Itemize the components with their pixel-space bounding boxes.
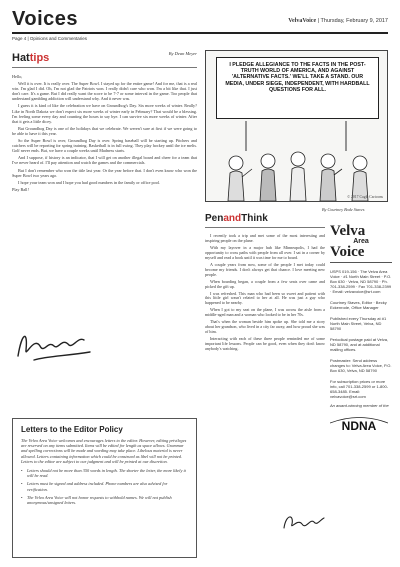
sidebar-title bbox=[330, 224, 392, 259]
paragraph: I was refreshed. This man who had been so sweet and patient with this little girl wasn't related to her at all. He was just a guy who happened to be nearby. bbox=[205, 290, 325, 306]
ndna-logo bbox=[330, 414, 388, 432]
cartoon-credit: © 2017 Cagle Cartoons bbox=[347, 195, 383, 199]
letters-policy-box bbox=[12, 418, 197, 558]
penandthink-body bbox=[205, 234, 325, 352]
sidebar-title-line: Voice bbox=[330, 244, 365, 260]
issue-date: | Thursday, February 9, 2017 bbox=[317, 18, 388, 24]
letters-policy-intro: The Velva Area Voice welcomes and encourages letters to the editor. However, editing privileges are reserved on any items submitted. Items will be edited for length as space allows. Grammar and spelling corrections will be made and wording may take place. Libelous material is never allowed. Letters containing information which could be construed as libel will not be printed. Letters to the editor are subject to our judgment and will be printed at our discretion. bbox=[21, 438, 187, 464]
penandthink-header bbox=[205, 208, 325, 226]
paragraph: And I suppose, if history is an indicator, that I will get on another illegal board and cheer for a team that I've never heard of. I'll pay attention and watch the games and the commercials. bbox=[12, 155, 197, 166]
penandthink-byline: By Courtney Bode Staves bbox=[322, 207, 365, 212]
sidebar-rule bbox=[330, 262, 392, 263]
hatitips-title bbox=[12, 52, 49, 64]
hatitips-rule bbox=[12, 67, 197, 68]
masthead bbox=[12, 8, 388, 46]
author-signature bbox=[280, 510, 326, 534]
hatitips-body bbox=[12, 74, 197, 192]
sidebar-award: An award-winning member of the bbox=[330, 403, 389, 408]
sidebar-address: USPS 019-156 · The Velva Area Voice · #1 North Main Street · P.O. Box 630 · Velva, ND 58790 · Ph. 701-338-2599 · Fax 701-338-2399 · Email: velvavoice@srt.com bbox=[330, 269, 392, 294]
hatitips-byline: By Dean Meyer bbox=[168, 51, 197, 56]
cartoon-sign-text: I PLEDGE ALLEGIANCE TO THE FACTS IN THE POST-TRUTH WORLD OF AMERICA, AND AGAINST 'ALTERNATIVE FACTS.' WE'LL TAKE A STAND. OUR MEDIA, UNDER SIEGE, INDEPENDENT, WITH HARDBALL QUESTIONS FOR ALL. bbox=[225, 62, 370, 93]
policy-rule: • Letters must be signed and address included. Phone numbers are also advised for verification. bbox=[21, 481, 188, 491]
cartoon-illustration bbox=[206, 121, 388, 202]
editorial-cartoon bbox=[205, 50, 388, 202]
pen-title-b: and bbox=[223, 213, 242, 224]
pen-title-c: Think bbox=[241, 213, 268, 224]
pen-title-a: Pen bbox=[205, 213, 224, 224]
letters-policy-title: Letters to the Editor Policy bbox=[21, 425, 123, 434]
paragraph: I recently took a trip and met some of the most interesting and inspiring people on the plane. bbox=[205, 233, 325, 243]
paragraph: Hello, bbox=[12, 74, 23, 79]
masthead-sidebar bbox=[330, 224, 392, 437]
sidebar-postmaster: Postmaster: Send address changes to: Velva Area Voice, P.O. Box 630, Velva, ND 58790 bbox=[330, 358, 392, 373]
paragraph: But Groundhog Day is one of the holidays that we celebrate. We weren't sure at first if we were going to be able to have it this year. bbox=[12, 125, 197, 136]
hatitips-column bbox=[12, 48, 197, 194]
hatitips-title-b: tips bbox=[29, 52, 50, 64]
sidebar-title-line: Velva bbox=[330, 223, 366, 239]
sidebar-published: Published every Thursday at #1 North Main Street, Velva, ND 58790 bbox=[330, 316, 387, 331]
paragraph: That's when the woman beside him spoke up. She told me a story about her grandson, who lived in a city far away, and how proud she was of him. bbox=[205, 319, 325, 335]
page-label: Page 4 | Opinions and Commentaries bbox=[12, 36, 87, 41]
paragraph: I guess it is kind of like the celebration we have on Groundhog's Day. Six more weeks of winter. Really? Like in North Dakota we don't expect six more weeks of winter early in February? That would be a blessing. I'm feeling some every day and counting the hours to say bye. I can survive six more weeks of winter. After that it gets a little dicey. bbox=[12, 103, 197, 124]
penandthink-title bbox=[205, 213, 268, 224]
paragraph: When boarding began, a couple from a few seats over came and picked the gift up. bbox=[205, 278, 325, 289]
paragraph: Interacting with each of these three people reminded me of some important life lessons. People can be good, even when they don't know anybody's watching. bbox=[205, 336, 325, 352]
letters-policy-rules bbox=[21, 468, 188, 505]
paper-name: VelvaVoice bbox=[288, 18, 317, 24]
sidebar-periodical: Periodical postage paid at Velva, ND 58790, and at additional mailing offices. bbox=[330, 337, 389, 352]
paragraph: When I got to my seat on the plane, I was across the aisle from a middle-aged man and a woman who looked to be in her 70s. bbox=[205, 307, 325, 318]
paragraph: Play Ball! bbox=[12, 186, 29, 192]
paragraph: With my layover in a major hub like Minneapolis, I had the opportunity to cross paths with people from all over. I sat in a corner by myself and read a book until it was time for me to board. bbox=[205, 244, 325, 260]
paper-date-line bbox=[288, 18, 388, 24]
policy-rule: • Letters should not be more than 350 words in length. The shorter the letter, the more likely it will be read. bbox=[21, 468, 188, 478]
sidebar-staff: Courtney Staves, Editor · Becky Eckenrode, Office Manager bbox=[330, 300, 387, 310]
cartoon-sign bbox=[216, 57, 379, 119]
masthead-rule bbox=[12, 32, 388, 34]
paragraph: I hope your team won and I hope you had good numbers in the family or office pool. bbox=[18, 179, 161, 185]
ndna-logo-text: NDNA bbox=[341, 419, 377, 432]
paragraph: But I don't remember who won the title last year. Or the year before that. I don't even know who won the Super Bowl two years ago. bbox=[12, 167, 197, 178]
penandthink-column bbox=[205, 208, 325, 354]
sidebar-subscription: For subscription prices or more info, call 701-338-2599 or 1-800-658-3485. Email: velvavoice@srt.com bbox=[330, 379, 389, 399]
sidebar-title-line: Area bbox=[353, 238, 369, 245]
handwritten-signature bbox=[14, 326, 94, 364]
hatitips-header bbox=[12, 48, 197, 66]
paragraph: So the Super Bowl is over, Groundhog Day is over. Spring baseball will be starting up. Pitchers and catchers will be reporting for spring training. Basketball is in full swing. They play hockey until the ice melts. Golf never ends. But, we have a couple weeks until Madness starts. bbox=[12, 138, 197, 154]
paragraph: Well it is over. It is really over. The Super Bowl. I stayed up for the entire game! And for me, that is a real win. I'm glad I did. Oh, I'm not glad the Patriots won. I really didn't care who won. I'm a bit like that. I just don't care. It's a game. But I did really want the score to be 7-7 or some interval in the game. Too people that understand gambling addiction will understand why. And it never was. bbox=[12, 81, 197, 102]
hatitips-title-a: Hat bbox=[12, 52, 30, 64]
policy-rule: • The Velva Area Voice will not honor requests to withhold names. We will not publish anonymous/unsigned letters. bbox=[21, 495, 188, 505]
paragraph: A couple years from now, some of the people I met today could become my friends. I don't always get that chance. I love meeting new people. bbox=[205, 261, 325, 277]
penandthink-rule bbox=[205, 227, 325, 228]
section-title: Voices bbox=[12, 8, 78, 30]
